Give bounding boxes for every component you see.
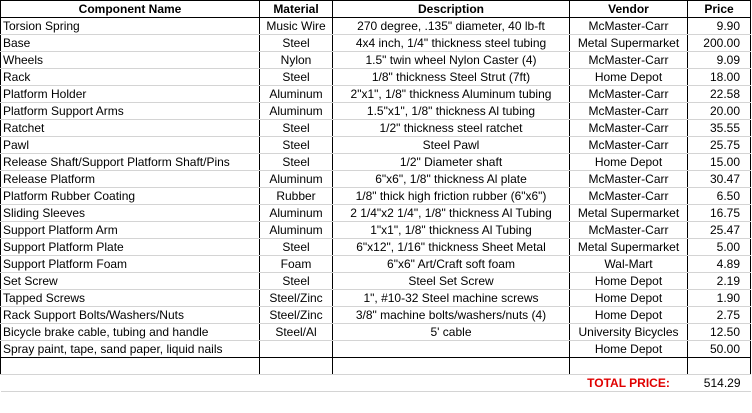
price-cell[interactable]: 18.00 xyxy=(688,69,751,86)
material-cell[interactable]: Steel xyxy=(260,69,333,86)
vendor-cell[interactable]: Metal Supermarket xyxy=(570,239,688,256)
material-cell[interactable]: Steel/Zinc xyxy=(260,307,333,324)
price-cell[interactable]: 4.89 xyxy=(688,256,751,273)
component-name-cell[interactable]: Support Platform Plate xyxy=(1,239,260,256)
material-cell[interactable]: Nylon xyxy=(260,52,333,69)
table-row xyxy=(1,52,751,69)
material-cell[interactable]: Steel xyxy=(260,35,333,52)
table-row xyxy=(1,171,751,188)
component-name-cell[interactable]: Platform Holder xyxy=(1,86,260,103)
component-name-cell[interactable]: Tapped Screws xyxy=(1,290,260,307)
description-cell[interactable]: 1/2" Diameter shaft xyxy=(333,154,570,171)
description-cell[interactable]: 6"x12", 1/16" thickness Sheet Metal xyxy=(333,239,570,256)
description-cell[interactable]: 1.5"x1", 1/8" thickness Al tubing xyxy=(333,103,570,120)
total-price-value[interactable]: 514.29 xyxy=(688,375,751,392)
description-cell[interactable]: 1.5" twin wheel Nylon Caster (4) xyxy=(333,52,570,69)
component-name-cell[interactable]: Platform Rubber Coating xyxy=(1,188,260,205)
table-row xyxy=(1,35,751,52)
table-row xyxy=(1,341,751,358)
price-cell[interactable]: 5.00 xyxy=(688,239,751,256)
material-cell[interactable]: Aluminum xyxy=(260,205,333,222)
material-cell[interactable]: Music Wire xyxy=(260,18,333,35)
component-name-cell[interactable]: Release Platform xyxy=(1,171,260,188)
table-row xyxy=(1,18,751,35)
component-name-cell[interactable]: Support Platform Arm xyxy=(1,222,260,239)
cell[interactable] xyxy=(333,358,570,375)
cell[interactable] xyxy=(260,375,333,392)
price-cell[interactable]: 35.55 xyxy=(688,120,751,137)
material-cell[interactable]: Aluminum xyxy=(260,171,333,188)
vendor-cell[interactable]: McMaster-Carr xyxy=(570,120,688,137)
price-cell[interactable]: 16.75 xyxy=(688,205,751,222)
description-cell[interactable]: 1/8" thick high friction rubber (6"x6") xyxy=(333,188,570,205)
vendor-cell[interactable]: Home Depot xyxy=(570,307,688,324)
description-cell[interactable]: 5' cable xyxy=(333,324,570,341)
table-row xyxy=(1,273,751,290)
vendor-cell[interactable]: Home Depot xyxy=(570,154,688,171)
component-name-cell[interactable]: Torsion Spring xyxy=(1,18,260,35)
description-cell[interactable]: Steel Set Screw xyxy=(333,273,570,290)
cell[interactable] xyxy=(1,375,260,392)
price-cell[interactable]: 25.47 xyxy=(688,222,751,239)
total-price-label[interactable]: TOTAL PRICE: xyxy=(570,375,688,392)
vendor-cell[interactable]: Metal Supermarket xyxy=(570,205,688,222)
component-name-cell[interactable]: Pawl xyxy=(1,137,260,154)
vendor-cell[interactable]: McMaster-Carr xyxy=(570,18,688,35)
price-cell[interactable]: 22.58 xyxy=(688,86,751,103)
table-row xyxy=(1,69,751,86)
cell[interactable] xyxy=(260,358,333,375)
description-cell[interactable]: 1/8" thickness Steel Strut (7ft) xyxy=(333,69,570,86)
cell[interactable] xyxy=(688,358,751,375)
price-cell[interactable]: 2.19 xyxy=(688,273,751,290)
description-cell[interactable]: 1", #10-32 Steel machine screws xyxy=(333,290,570,307)
cell[interactable] xyxy=(570,358,688,375)
material-cell[interactable]: Steel xyxy=(260,120,333,137)
description-cell[interactable]: 1/2" thickness steel ratchet xyxy=(333,120,570,137)
table-row xyxy=(1,103,751,120)
material-cell[interactable]: Aluminum xyxy=(260,86,333,103)
price-cell[interactable]: 2.75 xyxy=(688,307,751,324)
table-row xyxy=(1,120,751,137)
price-cell[interactable]: 15.00 xyxy=(688,154,751,171)
table-row xyxy=(1,137,751,154)
material-cell[interactable] xyxy=(260,341,333,358)
price-cell[interactable]: 12.50 xyxy=(688,324,751,341)
component-name-cell[interactable]: Platform Support Arms xyxy=(1,103,260,120)
material-cell[interactable]: Steel/Zinc xyxy=(260,290,333,307)
vendor-cell[interactable]: McMaster-Carr xyxy=(570,188,688,205)
cell[interactable] xyxy=(1,358,260,375)
component-name-cell[interactable]: Rack xyxy=(1,69,260,86)
material-cell[interactable]: Steel xyxy=(260,154,333,171)
table-row xyxy=(1,86,751,103)
blank-row xyxy=(1,358,751,375)
component-name-cell[interactable]: Support Platform Foam xyxy=(1,256,260,273)
vendor-cell[interactable]: Home Depot xyxy=(570,273,688,290)
component-name-cell[interactable]: Sliding Sleeves xyxy=(1,205,260,222)
header-price[interactable]: Price xyxy=(688,1,751,18)
description-cell[interactable]: 4x4 inch, 1/4" thickness steel tubing xyxy=(333,35,570,52)
component-name-cell[interactable]: Ratchet xyxy=(1,120,260,137)
table-row xyxy=(1,222,751,239)
description-cell[interactable]: Steel Pawl xyxy=(333,137,570,154)
price-cell[interactable]: 30.47 xyxy=(688,171,751,188)
price-cell[interactable]: 9.09 xyxy=(688,52,751,69)
vendor-cell[interactable]: Home Depot xyxy=(570,290,688,307)
price-cell[interactable]: 9.90 xyxy=(688,18,751,35)
description-cell[interactable]: 6"x6" Art/Craft soft foam xyxy=(333,256,570,273)
table-row xyxy=(1,188,751,205)
vendor-cell[interactable]: University Bicycles xyxy=(570,324,688,341)
description-cell[interactable]: 270 degree, .135" diameter, 40 lb-ft xyxy=(333,18,570,35)
description-cell[interactable]: 1"x1", 1/8" thickness Al Tubing xyxy=(333,222,570,239)
vendor-cell[interactable]: McMaster-Carr xyxy=(570,171,688,188)
price-cell[interactable]: 25.75 xyxy=(688,137,751,154)
material-cell[interactable]: Aluminum xyxy=(260,103,333,120)
table-row xyxy=(1,290,751,307)
vendor-cell[interactable]: McMaster-Carr xyxy=(570,52,688,69)
vendor-cell[interactable]: McMaster-Carr xyxy=(570,222,688,239)
material-cell[interactable]: Aluminum xyxy=(260,222,333,239)
header-material[interactable]: Material xyxy=(260,1,333,18)
table-row xyxy=(1,239,751,256)
description-cell[interactable]: 3/8" machine bolts/washers/nuts (4) xyxy=(333,307,570,324)
description-cell[interactable] xyxy=(333,341,570,358)
header-component-name[interactable]: Component Name xyxy=(1,1,260,18)
description-cell[interactable]: 6"x6", 1/8" thickness Al plate xyxy=(333,171,570,188)
vendor-cell[interactable]: McMaster-Carr xyxy=(570,103,688,120)
material-cell[interactable]: Foam xyxy=(260,256,333,273)
component-name-cell[interactable]: Wheels xyxy=(1,52,260,69)
description-cell[interactable]: 2"x1", 1/8" thickness Aluminum tubing xyxy=(333,86,570,103)
component-name-cell[interactable]: Release Shaft/Support Platform Shaft/Pins xyxy=(1,154,260,171)
price-cell[interactable]: 1.90 xyxy=(688,290,751,307)
component-name-cell[interactable]: Set Screw xyxy=(1,273,260,290)
price-cell[interactable]: 6.50 xyxy=(688,188,751,205)
description-cell[interactable]: 2 1/4"x2 1/4", 1/8" thickness Al Tubing xyxy=(333,205,570,222)
material-cell[interactable]: Rubber xyxy=(260,188,333,205)
cell[interactable] xyxy=(333,375,570,392)
material-cell[interactable]: Steel xyxy=(260,239,333,256)
material-cell[interactable]: Steel/Al xyxy=(260,324,333,341)
price-cell[interactable]: 20.00 xyxy=(688,103,751,120)
vendor-cell[interactable]: Metal Supermarket xyxy=(570,35,688,52)
price-cell[interactable]: 50.00 xyxy=(688,341,751,358)
table-row xyxy=(1,307,751,324)
vendor-cell[interactable]: Home Depot xyxy=(570,341,688,358)
component-name-cell[interactable]: Base xyxy=(1,35,260,52)
header-row xyxy=(1,1,751,18)
component-name-cell[interactable]: Bicycle brake cable, tubing and handle xyxy=(1,324,260,341)
table-body xyxy=(1,18,751,358)
vendor-cell[interactable]: Wal-Mart xyxy=(570,256,688,273)
table-row xyxy=(1,205,751,222)
vendor-cell[interactable]: McMaster-Carr xyxy=(570,86,688,103)
vendor-cell[interactable]: Home Depot xyxy=(570,69,688,86)
total-row xyxy=(1,375,751,392)
material-cell[interactable]: Steel xyxy=(260,273,333,290)
header-vendor[interactable]: Vendor xyxy=(570,1,688,18)
table-row xyxy=(1,256,751,273)
table-row xyxy=(1,324,751,341)
header-description[interactable]: Description xyxy=(333,1,570,18)
material-cell[interactable]: Steel xyxy=(260,137,333,154)
component-name-cell[interactable]: Rack Support Bolts/Washers/Nuts xyxy=(1,307,260,324)
price-cell[interactable]: 200.00 xyxy=(688,35,751,52)
component-name-cell[interactable]: Spray paint, tape, sand paper, liquid nails xyxy=(1,341,260,358)
vendor-cell[interactable]: McMaster-Carr xyxy=(570,137,688,154)
table-row xyxy=(1,154,751,171)
